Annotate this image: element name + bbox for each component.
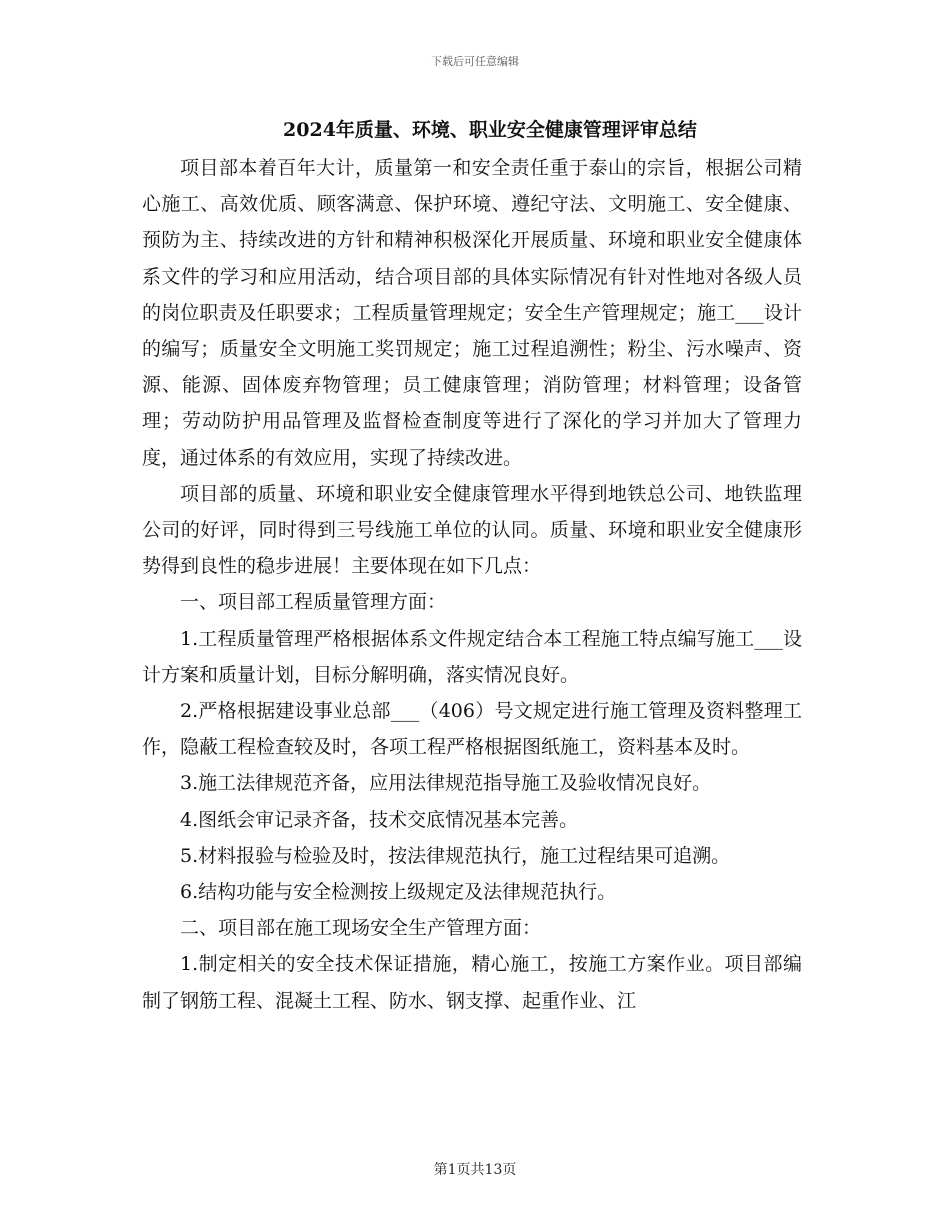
- paragraph: 项目部本着百年大计，质量第一和安全责任重于泰山的宗旨，根据公司精心施工、高效优质、顾客满意、保护环境、遵纪守法、文明施工、安全健康、预防为主、持续改进的方针和精神积极深化开展质量、环境和职业安全健康体系文件的学习和应用活动，结合项目部的具体实际情况有针对性地对各级人员的岗位职责及任职要求；工程质量管理规定；安全生产管理规定；施工___设计的编写；质量安全文明施工奖罚规定；施工过程追溯性；粉尘、污水噪声、资源、能源、固体废弃物管理；员工健康管理；消防管理；材料管理；设备管理；劳动防护用品管理及监督检查制度等进行了深化的学习并加大了管理力度，通过体系的有效应用，实现了持续改进。: [142, 157, 802, 469]
- list-item: 2.严格根据建设事业总部___（406）号文规定进行施工管理及资料整理工作，隐蔽工程检查较及时，各项工程严格根据图纸施工，资料基本及时。: [142, 700, 802, 759]
- section-heading: 二、项目部在施工现场安全生产管理方面：: [180, 917, 542, 940]
- list-item: 6.结构功能与安全检测按上级规定及法律规范执行。: [180, 881, 617, 904]
- list-item: 4.图纸会审记录齐备，技术交底情况基本完善。: [180, 808, 579, 831]
- document-body: [142, 150, 802, 1019]
- page-header: 下载后可任意编辑: [431, 55, 519, 68]
- list-item: 3.施工法律规范齐备，应用法律规范指导施工及验收情况良好。: [180, 772, 712, 795]
- paragraph: 项目部的质量、环境和职业安全健康管理水平得到地铁总公司、地铁监理公司的好评，同时得到三号线施工单位的认同。质量、环境和职业安全健康形势得到良性的稳步进展！主要体现在如下几点：: [142, 482, 802, 578]
- list-item: 5.材料报验与检验及时，按法律规范执行，施工过程结果可追溯。: [180, 844, 731, 867]
- page-footer: 第1页共13页: [433, 1162, 517, 1178]
- section-heading: 一、项目部工程质量管理方面：: [180, 591, 447, 614]
- list-item: 1.制定相关的安全技术保证措施，精心施工，按施工方案作业。项目部编制了钢筋工程、混凝土工程、防水、钢支撑、起重作业、江: [142, 953, 802, 1012]
- document-title: 2024年质量、环境、职业安全健康管理评审总结: [283, 119, 697, 141]
- list-item: 1.工程质量管理严格根据体系文件规定结合本工程施工特点编写施工___设计方案和质量计划，目标分解明确，落实情况良好。: [142, 627, 802, 686]
